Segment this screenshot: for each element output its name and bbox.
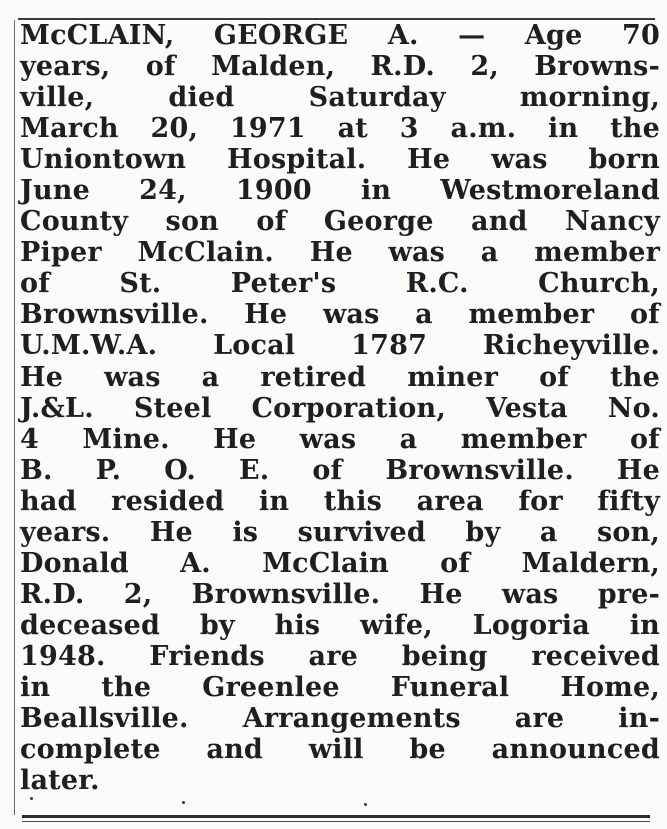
obituary-line: March 20, 1971 at 3 a.m. in the (20, 113, 660, 145)
bottom-rule-thin (22, 821, 650, 822)
obituary-line: U.M.W.A. Local 1787 Richeyville. (20, 330, 660, 362)
obituary-line: years, of Malden, R.D. 2, Browns- (20, 51, 660, 83)
obituary-line: 4 Mine. He was a member of (20, 423, 660, 455)
obituary-line: complete and will be announced (20, 734, 660, 766)
obituary-line: deceased by his wife, Logoria in (20, 609, 660, 641)
print-speck (30, 797, 33, 800)
obituary-line: of St. Peter's R.C. Church, (20, 268, 660, 300)
bottom-rule (22, 815, 650, 818)
obituary-text (20, 20, 660, 796)
obituary-line: R.D. 2, Brownsville. He was pre- (20, 578, 660, 610)
obituary-line: Piper McClain. He was a member (20, 237, 660, 269)
obituary-line: He was a retired miner of the (20, 361, 660, 393)
obituary-line: Donald A. McClain of Maldern, (20, 547, 660, 579)
obituary-line: ville, died Saturday morning, (20, 82, 660, 114)
obituary-line: County son of George and Nancy (20, 206, 660, 238)
obituary-line: Uniontown Hospital. He was born (20, 144, 660, 176)
obituary-line: Beallsville. Arrangements are in- (20, 703, 660, 735)
obituary-line: J.&L. Steel Corporation, Vesta No. (20, 392, 660, 424)
left-rule (14, 20, 15, 815)
obituary-line: McCLAIN, GEORGE A. — Age 70 (20, 20, 660, 51)
obituary-line: in the Greenlee Funeral Home, (20, 671, 660, 703)
print-speck (182, 801, 185, 804)
print-speck (364, 803, 367, 806)
obituary-line: Brownsville. He was a member of (20, 299, 660, 331)
obituary-line: years. He is survived by a son, (20, 516, 660, 548)
obituary-line: B. P. O. E. of Brownsville. He (20, 454, 660, 486)
obituary-line: 1948. Friends are being received (20, 640, 660, 672)
obituary-line: later. (20, 765, 100, 797)
obituary-line: June 24, 1900 in Westmoreland (20, 175, 660, 207)
obituary-line: had resided in this area for fifty (20, 485, 660, 517)
